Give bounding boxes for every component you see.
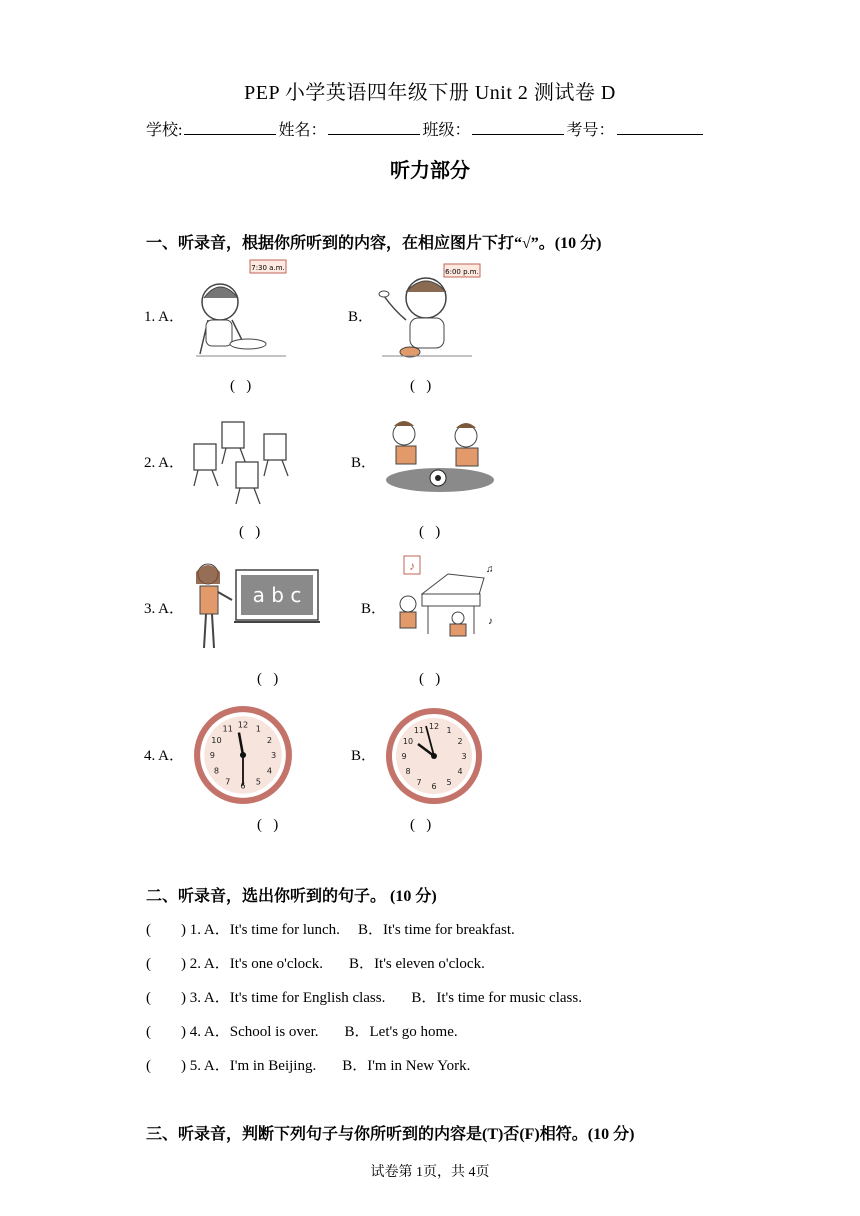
clock-numeral: 5 <box>446 778 452 787</box>
clock-numeral: 10 <box>211 734 222 745</box>
item4-b-answer[interactable]: ( ) <box>410 817 432 833</box>
item4-label: 4. A． <box>144 748 185 764</box>
clock-numeral: 3 <box>461 752 467 761</box>
section2-row: ( ) 2. A．It's one o'clock. B．It's eleven o'clock. <box>146 956 485 972</box>
section3-heading: 三、听录音，判断下列句子与你所听到的内容是(T)否(F)相符。(10 分) <box>146 1126 635 1143</box>
svg-text:♪: ♪ <box>488 616 493 627</box>
clock-numeral: 3 <box>270 750 277 761</box>
clock-numeral: 7 <box>225 776 231 787</box>
clock-a-picture <box>192 704 294 806</box>
section2-row: ( ) 3. A．It's time for English class. B．It's time for music class. <box>146 990 582 1006</box>
item3-b-answer[interactable]: ( ) <box>419 671 441 687</box>
clock-numeral: 6 <box>240 780 246 791</box>
item4-b-label: B． <box>351 748 377 764</box>
student-info-line <box>146 117 705 140</box>
item2-b-answer[interactable]: ( ) <box>419 524 441 540</box>
clock-numeral: 12 <box>428 722 440 731</box>
section2-row: ( ) 4. A．School is over. B．Let's go home. <box>146 1024 458 1040</box>
item3-label: 3. A． <box>144 601 185 617</box>
clock-b-label: 6:00 p.m. <box>445 268 479 276</box>
name-blank[interactable] <box>328 120 420 135</box>
clock-numeral: 11 <box>413 726 425 735</box>
section2-row: ( ) 1. A．It's time for lunch. B．It's time for breakfast. <box>146 922 515 938</box>
clock-numeral: 2 <box>266 734 273 745</box>
section2-heading: 二、听录音，选出你听到的句子。 (10 分) <box>146 888 437 905</box>
school-blank[interactable] <box>184 120 276 135</box>
clock-numeral: 1 <box>255 723 261 734</box>
clock-numeral: 2 <box>457 737 463 746</box>
svg-text:♪: ♪ <box>409 559 415 573</box>
page-title: PEP 小学英语四年级下册 Unit 2 测试卷 D <box>244 82 616 104</box>
music-class-picture <box>388 554 498 646</box>
item3-a-answer[interactable]: ( ) <box>257 671 279 687</box>
class-blank[interactable] <box>472 120 564 135</box>
item1-label: 1. A． <box>144 309 185 325</box>
girl-breakfast-picture <box>186 258 290 362</box>
school-label: 学校: <box>146 122 183 139</box>
girl-dinner-picture <box>376 260 484 364</box>
clock-numeral: 4 <box>266 765 273 776</box>
item2-a-answer[interactable]: ( ) <box>239 524 261 540</box>
blackboard-text: a b c <box>252 583 302 607</box>
clock-b-picture <box>384 706 484 806</box>
listening-heading: 听力部分 <box>390 158 470 182</box>
item4-a-answer[interactable]: ( ) <box>257 817 279 833</box>
clock-numeral: 9 <box>401 752 407 761</box>
name-label: 姓名： <box>278 122 327 139</box>
class-label: 班级： <box>422 122 471 139</box>
item2-label: 2. A． <box>144 455 185 471</box>
easels-picture <box>188 418 298 508</box>
clock-numeral: 7 <box>416 778 422 787</box>
clock-numeral: 4 <box>457 767 463 776</box>
section2-row: ( ) 5. A．I'm in Beijing. B．I'm in New York. <box>146 1058 471 1074</box>
number-blank[interactable] <box>617 120 703 135</box>
item1-b-label: B． <box>348 309 374 325</box>
section1-heading: 一、听录音，根据你所听到的内容，在相应图片下打“√”。(10 分) <box>146 235 602 252</box>
item1-b-answer[interactable]: ( ) <box>410 378 432 394</box>
number-label: 考号： <box>566 122 615 139</box>
clock-numeral: 8 <box>213 765 220 776</box>
svg-text:♫: ♫ <box>486 564 494 575</box>
page-footer: 试卷第 1页，共 4页 <box>370 1165 490 1180</box>
boys-football-picture <box>384 416 496 496</box>
clock-numeral: 6 <box>431 782 437 791</box>
item3-b-label: B． <box>361 601 387 617</box>
clock-numeral: 11 <box>222 723 233 734</box>
clock-numeral: 8 <box>405 767 411 776</box>
item1-a-answer[interactable]: ( ) <box>230 378 252 394</box>
clock-numeral: 10 <box>402 737 414 746</box>
item2-b-label: B． <box>351 455 377 471</box>
clock-numeral: 5 <box>255 776 261 787</box>
clock-numeral: 9 <box>209 750 216 761</box>
clock-numeral: 12 <box>237 719 249 730</box>
teacher-blackboard-picture <box>186 560 322 652</box>
clock-numeral: 1 <box>446 726 452 735</box>
clock-a-label: 7:30 a.m. <box>251 264 285 272</box>
